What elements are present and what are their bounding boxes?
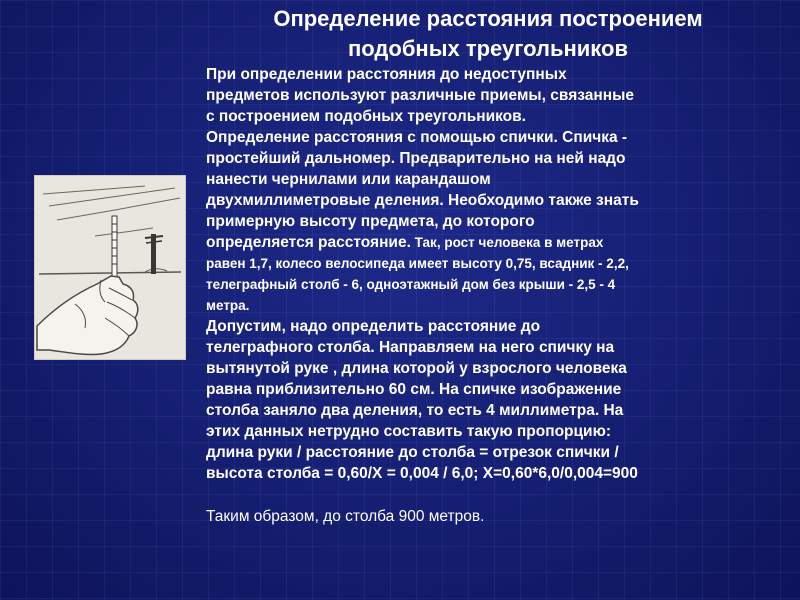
body-line: простейший дальномер. Предварительно на ней надо <box>206 150 626 167</box>
body-line-segment: определяется расстояние. <box>206 234 411 251</box>
slide-body-text <box>206 64 786 527</box>
body-line: с построением подобных треугольников. <box>206 108 526 125</box>
body-line: телеграфный столб - 6, одноэтажный дом без крыши - 2,5 - 4 <box>206 277 616 292</box>
body-line: Допустим, надо определить расстояние до <box>206 318 541 335</box>
body-line: высота столба = 0,60/Х = 0,004 / 6,0; Х=0,60*6,0/0,004=900 <box>206 465 638 482</box>
slide-title-line: подобных треугольников <box>347 36 628 61</box>
body-line: предметов используют различные приемы, связанные <box>206 87 634 104</box>
body-conclusion: Таким образом, до столба 900 метров. <box>206 508 485 525</box>
body-line: Определение расстояния с помощью спички. Спичка - <box>206 129 628 146</box>
body-line: двухмиллиметровые деления. Необходимо также знать <box>206 192 639 209</box>
body-line: равна приблизительно 60 см. На спичке изображение <box>206 381 622 398</box>
body-line: нанести чернилами или карандашом <box>206 171 491 188</box>
body-line: столба заняло два деления, то есть 4 миллиметра. На <box>206 402 624 419</box>
hand-holding-match-drawing <box>35 176 185 359</box>
slide-title <box>200 4 776 64</box>
body-line: вытянутой руке , длина которой у взрослого человека <box>206 360 627 377</box>
body-line: телеграфного столба. Направляем на него спичку на <box>206 339 615 356</box>
body-line: этих данных нетрудно составить такую пропорцию: <box>206 423 611 440</box>
match-rangefinder-illustration <box>34 175 186 360</box>
body-line: метра. <box>206 298 250 313</box>
body-spacer <box>206 484 786 506</box>
body-line-segment: Так, рост человека в метрах <box>410 235 604 250</box>
body-line: равен 1,7, колесо велосипеда имеет высоту 0,75, всадник - 2,2, <box>206 256 629 271</box>
slide-title-line: Определение расстояния построением <box>273 6 703 31</box>
body-line: При определении расстояния до недоступных <box>206 66 567 83</box>
body-line: длина руки / расстояние до столба = отрезок спички / <box>206 444 619 461</box>
body-line <box>206 232 786 253</box>
body-line: примерную высоту предмета, до которого <box>206 213 535 230</box>
